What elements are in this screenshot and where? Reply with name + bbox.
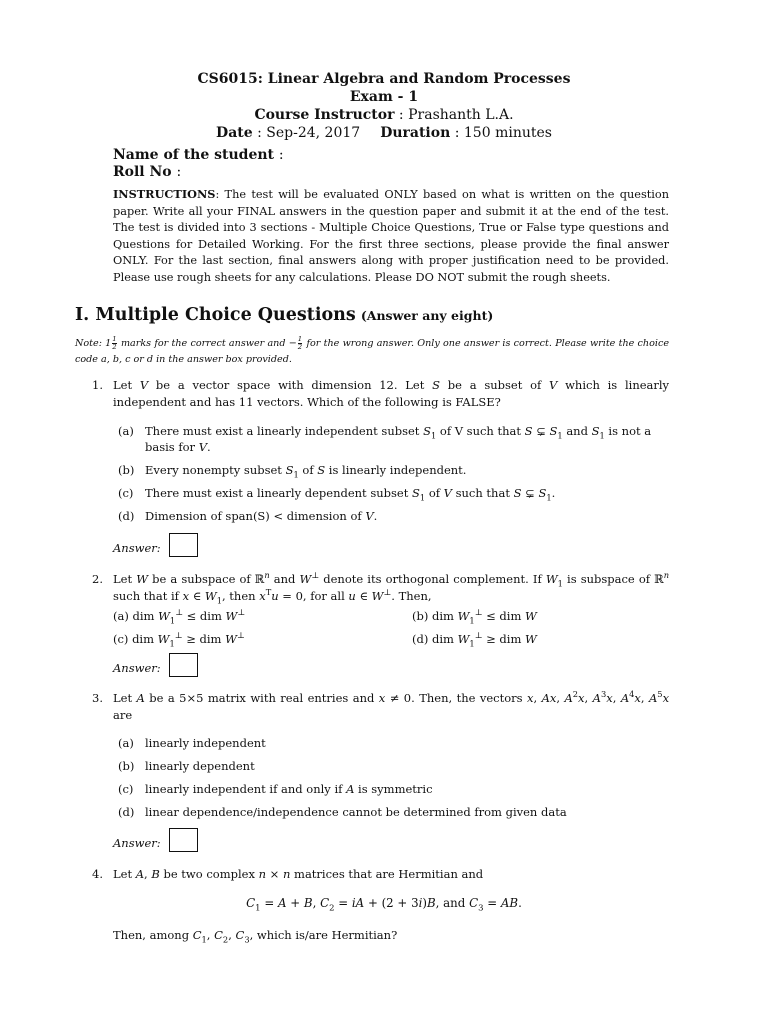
- question-4-followup: [92, 927, 669, 944]
- duration-value: 150 minutes: [463, 125, 552, 141]
- option-d: (d) dim $W_1^\perp$ ≥ dim W: [412, 630, 537, 649]
- section-heading: I. Multiple Choice Questions: [75, 305, 356, 325]
- option-a: (a) There must exist a linearly independent subset $S_1$ of V such that S ⊊ $S_1$ and $S_1$ is not a basis for V.: [118, 424, 652, 454]
- answer-label: Answer:: [113, 836, 161, 850]
- option-c: (c) There must exist a linearly dependent subset $S_1$ of V such that S ⊊ $S_1$.: [118, 486, 556, 503]
- question-1-options: [118, 423, 670, 531]
- question-2: [92, 571, 669, 605]
- roll-no-field: Roll No :: [113, 164, 182, 180]
- roll-no-label: Roll No: [113, 164, 172, 180]
- instructions-text: The test will be evaluated ONLY based on what is written on the question paper. Write all your FINAL answers in the question paper and submit it at the end of the test. The test is divided into 3 sections - Multiple Choice Questions, True or False type questions and Questions for Detailed Working. For the first three sections, please provide the final answer ONLY. For the last section, final answers along with proper justification need to be provided. Please use rough sheets for any calculations. Please DO NOT submit the rough sheets.: [113, 188, 670, 284]
- answer-box[interactable]: [169, 828, 198, 852]
- duration-label: Duration: [380, 125, 451, 141]
- question-stem: Let A, B be two complex n × n matrices that are Hermitian and: [113, 867, 484, 881]
- question-number: 2.: [92, 572, 103, 586]
- question-4: [92, 866, 669, 883]
- equation: $C_1 = A + B$, $C_2$ = iA + (2 + 3i)B, and $C_3$ = AB.: [246, 896, 522, 914]
- instructor-label: Course Instructor: [254, 107, 395, 123]
- instructions-label: INSTRUCTIONS: [113, 187, 216, 201]
- question-stem: Let A be a 5×5 matrix with real entries and x ≠ 0. Then, the vectors x, Ax, $A^2x$, $A^3x$, $A^4x$, $A^5x$ are: [113, 689, 670, 722]
- option-a: (a) dim $W_1^\perp$ ≤ dim W⊥: [113, 607, 246, 626]
- question-1: [92, 377, 669, 411]
- half-fraction: $\frac{1}{2}$: [297, 335, 303, 351]
- question-number: 4.: [92, 867, 103, 881]
- instructor-name: Prashanth L.A.: [408, 107, 514, 123]
- student-name-field: Name of the student :: [113, 147, 284, 163]
- option-c: (c) linearly independent if and only if A is symmetric: [118, 782, 433, 796]
- answer-box[interactable]: [169, 653, 198, 677]
- answer-label: Answer:: [113, 661, 161, 675]
- question-stem: Let V be a vector space with dimension 12. Let S be a subset of V which is linearly independent and has 11 vectors. Which of the following is FALSE?: [113, 378, 670, 409]
- student-name-label: Name of the student: [113, 147, 274, 163]
- option-d: (d) Dimension of span(S) < dimension of V.: [118, 509, 378, 523]
- answer-box[interactable]: [169, 533, 198, 557]
- exam-title: Exam - 1: [349, 89, 419, 105]
- date-value: Sep-24, 2017: [266, 125, 361, 141]
- course-title: CS6015: Linear Algebra and Random Processes: [197, 71, 571, 87]
- question-3-options: [118, 735, 670, 827]
- instructions: INSTRUCTIONS: The test will be evaluated ONLY based on what is written on the question paper. Write all your FINAL answers in the question paper and submit it at the end of the test. The test is divided into 3 sections - Multiple Choice Questions, True or False type questions and Questions for Detailed Working. For the first three sections, please provide the final answer ONLY. For the last section, final answers along with proper justification need to be provided. Please use rough sheets for any calculations. Please DO NOT submit the rough sheets.: [113, 187, 670, 284]
- option-b: (b) linearly dependent: [118, 759, 255, 773]
- marking-note: Note: 1 $\frac{1}{2}$ marks for the correct answer and − $\frac{1}{2}$ for the wrong answer. Only one answer is correct. Please write the choice code a, b, c or d in the answer box provided.: [75, 335, 669, 365]
- exam-header: [0, 70, 768, 142]
- option-b: (b) Every nonempty subset $S_1$ of S is linearly independent.: [118, 463, 467, 480]
- half-fraction: $\frac{1}{2}$: [112, 335, 117, 351]
- student-fields: [113, 147, 284, 181]
- question-number: 3.: [92, 691, 103, 705]
- date-duration-line: Date : Sep-24, 2017 Duration : 150 minutes: [216, 125, 552, 141]
- option-d: (d) linear dependence/independence cannot be determined from given data: [118, 805, 567, 819]
- question-3: [92, 690, 669, 724]
- section-title: [75, 305, 493, 325]
- option-b: (b) dim $W_1^\perp$ ≤ dim W: [412, 607, 537, 626]
- instructor-line: Course Instructor : Prashanth L.A.: [254, 107, 514, 123]
- date-label: Date: [216, 125, 253, 141]
- answer-label: Answer:: [113, 541, 161, 555]
- question-stem: Let W be a subspace of ℝ$^n$ and W⊥ denote its orthogonal complement. If $W_1$ is subspace of ℝ$^n$ such that if x ∈ $W_1$, then $x^Tu = 0$, for all u ∈ W⊥. Then,: [113, 570, 670, 606]
- option-c: (c) dim $W_1^\perp$ ≥ dim W⊥: [113, 630, 245, 649]
- question-followup-text: Then, among $C_1$, $C_2$, $C_3$, which is/are Hermitian?: [113, 928, 398, 945]
- question-number: 1.: [92, 378, 103, 392]
- option-a: (a) linearly independent: [118, 736, 266, 750]
- section-subheading: (Answer any eight): [360, 308, 494, 323]
